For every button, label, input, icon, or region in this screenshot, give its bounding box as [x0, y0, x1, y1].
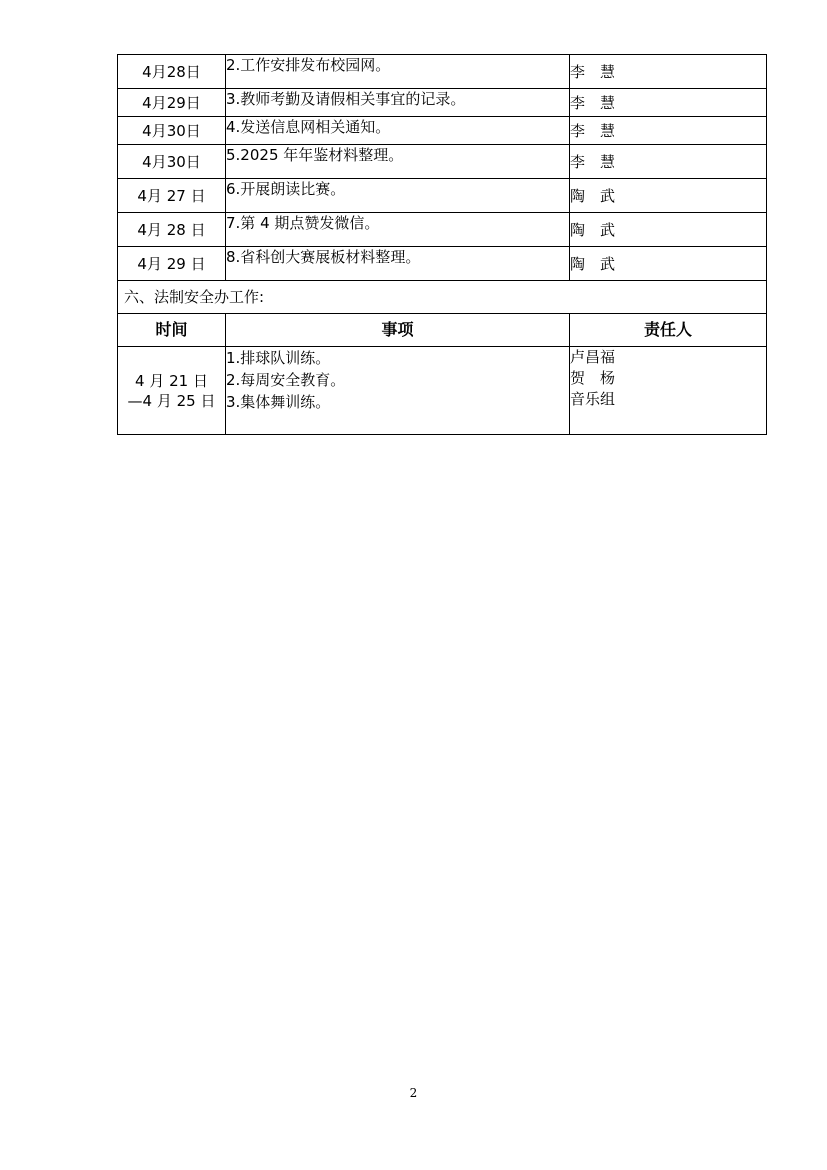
- person-cell: 陶 武: [570, 213, 767, 247]
- table-row: [118, 347, 767, 435]
- date-cell: 4月28日: [118, 55, 226, 89]
- item-cell: 4.发送信息网相关通知。: [226, 117, 570, 145]
- page-number: 2: [409, 1086, 418, 1100]
- person-name: 贺 杨: [570, 369, 616, 387]
- item-cell: 7.第 4 期点赞发微信。: [226, 213, 570, 247]
- header-time: 时间: [118, 314, 226, 347]
- section-title: 六、法制安全办工作:: [118, 281, 767, 314]
- date-cell: 4月29日: [118, 89, 226, 117]
- section-row: [118, 281, 767, 314]
- date-range-cell: [118, 347, 226, 435]
- person-name: 音乐组: [570, 390, 616, 408]
- person-cell: 陶 武: [570, 247, 767, 281]
- list-item: 1.排球队训练。: [226, 349, 331, 367]
- person-cell: 李 慧: [570, 117, 767, 145]
- table-row: [118, 247, 767, 281]
- items-cell: [226, 347, 570, 435]
- list-item: 2.每周安全教育。: [226, 371, 346, 389]
- table-row: [118, 213, 767, 247]
- header-owner: 责任人: [570, 314, 767, 347]
- table-row: [118, 179, 767, 213]
- date-cell: 4月30日: [118, 117, 226, 145]
- date-range-start: 4 月 21 日: [135, 371, 208, 390]
- item-cell: 6.开展朗读比赛。: [226, 179, 570, 213]
- item-cell: 2.工作安排发布校园网。: [226, 55, 570, 89]
- list-item: 3.集体舞训练。: [226, 393, 331, 411]
- date-cell: 4月 27 日: [118, 179, 226, 213]
- schedule-table: [117, 54, 767, 435]
- item-cell: 8.省科创大赛展板材料整理。: [226, 247, 570, 281]
- person-cell: 李 慧: [570, 55, 767, 89]
- date-cell: 4月 28 日: [118, 213, 226, 247]
- table-row: [118, 89, 767, 117]
- item-cell: 3.教师考勤及请假相关事宜的记录。: [226, 89, 570, 117]
- date-cell: 4月 29 日: [118, 247, 226, 281]
- date-cell: 4月30日: [118, 145, 226, 179]
- header-row: [118, 314, 767, 347]
- person-cell: 李 慧: [570, 89, 767, 117]
- people-cell: [570, 347, 767, 435]
- person-name: 卢昌福: [570, 348, 616, 366]
- table-row: [118, 55, 767, 89]
- header-matter: 事项: [226, 314, 570, 347]
- table-row: [118, 117, 767, 145]
- person-cell: 李 慧: [570, 145, 767, 179]
- person-cell: 陶 武: [570, 179, 767, 213]
- date-range-end: —4 月 25 日: [127, 391, 216, 410]
- item-cell: 5.2025 年年鉴材料整理。: [226, 145, 570, 179]
- table-row: [118, 145, 767, 179]
